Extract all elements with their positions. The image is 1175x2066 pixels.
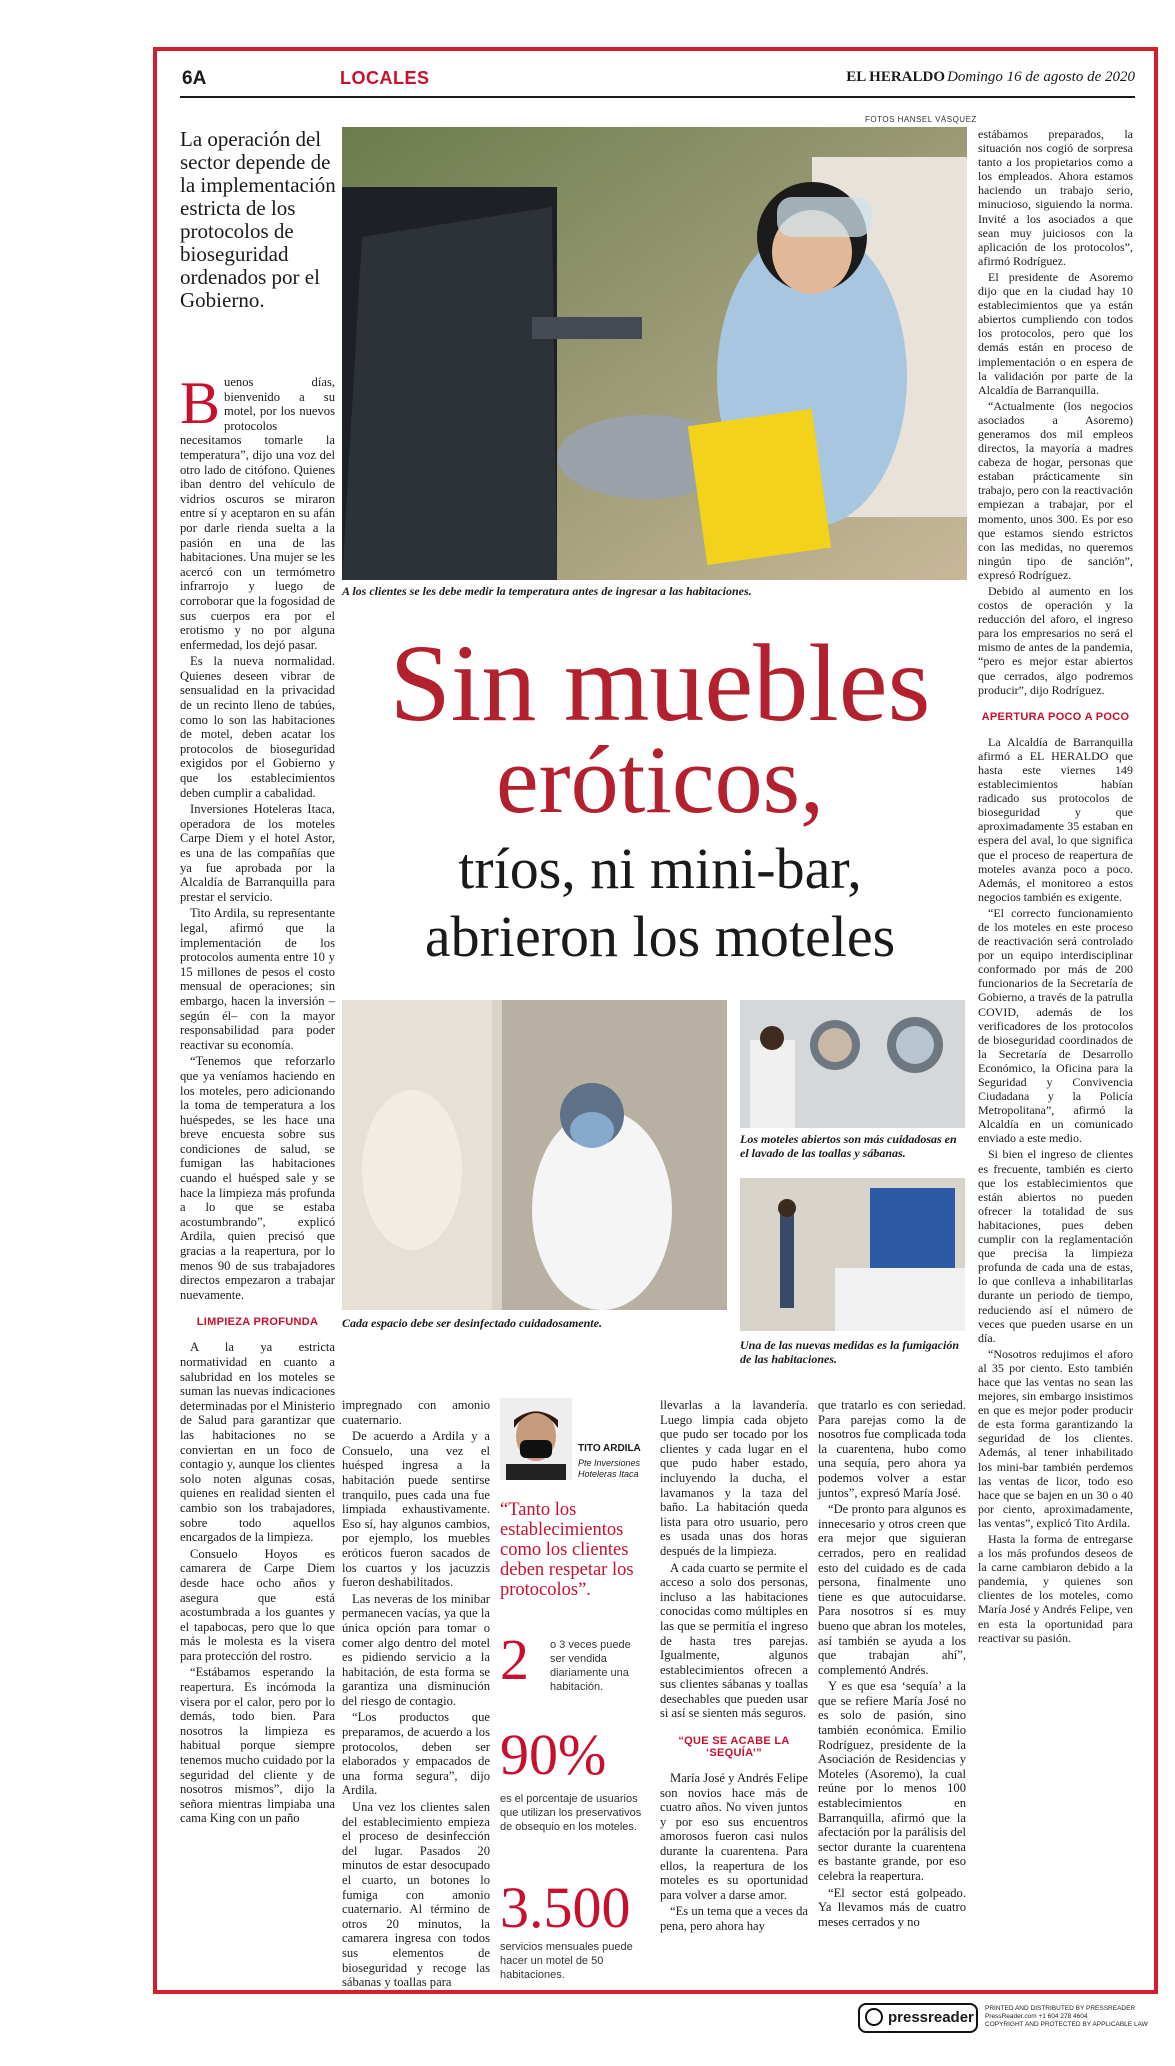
paragraph: “De pronto para algunos es innecesario y otros creen que era mejor que siguieran cerrados, pero en realidad esto del cuidado es de cada persona, finalmente uno tiene es que autocuidarse. Para nosotros sí es muy bueno que abran los moteles, así también se ayuda a los que trabajan ahí”, complementó Andrés. — [818, 1502, 966, 1677]
headline-line-3: tríos, ni mini-bar, — [458, 836, 862, 901]
article-column-4 — [660, 1398, 808, 1936]
paragraph: “Tenemos que reforzarlo que ya veníamos haciendo en los moteles, pero adicionando la toma de temperatura a los huéspedes, se les hace una breve encuesta sobre sus condiciones de salud, se fumigan las habitaciones cuando el huésped sale y se hace la limpieza más profunda a lo que se estaba acostumbrando”, explicó Ardila, quien precisó que gracias a la reapertura, por lo menos 90 de sus trabajadores directos empezaron a trabajar nuevamente. — [180, 1054, 335, 1302]
paragraph: María José y Andrés Felipe son novios hace más de cuatro años. No viven juntos y por eso sus encuentros amorosos fueron casi nulos durante la cuarentena. Para ellos, la reapertura de los moteles es su oportunidad para volver a darse amor. — [660, 1771, 808, 1902]
pull-quote: “Tanto los establecimientos como los clientes deben respetar los protocolos”. — [500, 1500, 634, 1600]
paragraph: impregnado con amonio cuaternario. — [342, 1398, 490, 1427]
paragraph: La Alcaldía de Barranquilla afirmó a EL HERALDO que hasta este viernes 149 establecimientos habían radicado sus protocolos de bioseguridad y que aproximadamente 35 estaban en espera del aval, lo que significa que el proceso de reapertura de moteles avanza poco a poco. Además, el monitoreo a estos negocios también es exigente. — [978, 734, 1133, 904]
paragraph: llevarlas a la lavandería. Luego limpia cada objeto que pudo ser tocado por los clientes y cada lugar en el que pudo haber estado, incluyendo la ducha, el lavamanos y la taza del baño. La habitación queda lista para otro usuario, pero es usada unas dos horas después de la limpieza. — [660, 1398, 808, 1558]
paragraph: que tratarlo es con seriedad. Para parejas como la de nosotros fue complicada toda la cuarentena, hubo como una sequía, pero ahora ya podemos volver a estar juntos”, expresó María José. — [818, 1398, 966, 1500]
caption-bedroom: Una de las nuevas medidas es la fumigación de las habitaciones. — [740, 1338, 960, 1366]
subhead-apertura: APERTURA POCO A POCO — [981, 710, 1130, 723]
paragraph: Tito Ardila, su representante legal, afirmó que la implementación de los protocolos aumenta entre 10 y 15 millones de pesos el costo mensual de operaciones; sin embargo, hacen la inversión –según él– con la mayor responsabilidad para poder reactivar su economía. — [180, 906, 335, 1052]
article-column-1 — [180, 370, 335, 1828]
paragraph: Debido al aumento en los costos de operación y la reducción del aforo, el ingreso para los empresarios no será el mismo de antes de la pandemia, “pero es mejor estar abiertos que cerrados, algo podremos producir”, dijo Rodríguez. — [978, 584, 1133, 697]
section-name: LOCALES — [340, 68, 430, 88]
paragraph: “El correcto funcionamiento de los moteles en este proceso de reactivación será controlado por un equipo interdisciplinar conformado por más de 200 funcionarios de la Secretaría de Gobierno, a través de la patrulla COVID, además de los verificadores de los protocolos de bioseguridad coordinados de la Secretaría de Desarrollo Económico, la Oficina para la Seguridad y Convivencia Ciudadana y la Policía Metropolitana”, afirmó la Alcaldía en un comunicado enviado a este medio. — [978, 905, 1133, 1146]
pressreader-logo — [858, 2003, 978, 2033]
paragraph: A la ya estricta normatividad en cuanto a salubridad en los moteles se suman las nuevas indicaciones determinadas por el Ministerio de Salud para garantizar que las habitaciones no se conviertan en un foco de contagio y, aunque los clientes solo noten algunas cosas, quienes en realidad sienten el cambio son los trabajadores, sobre todo aquellos encargados de la limpieza. — [180, 1340, 335, 1545]
source-name: TITO ARDILA — [578, 1443, 641, 1454]
pressreader-brand: pressreader — [888, 2009, 974, 2026]
photo-bedroom — [740, 1178, 965, 1331]
article-column-6 — [978, 127, 1133, 1647]
newspaper-name: EL HERALDO — [846, 69, 945, 85]
stat-2-text: es el porcentaje de usuarios que utilizan los preservativos de obsequio en los moteles. — [500, 1793, 642, 1833]
caption-laundry: Los moteles abiertos son más cuidadosas en el lavado de las toallas y sábanas. — [740, 1132, 957, 1160]
paragraph: Hasta la forma de entregarse a los más profundos deseos de la carne cambiaron debido a la pandemia, y quienes son clientes de los moteles, como María José y Andrés Felipe, ven en esta la oportunidad para reactivar su pasión. — [978, 1532, 1133, 1645]
stat-3-number: 3.500 — [500, 1875, 631, 1940]
source-role: Pte Inversiones Hoteleras Itaca — [578, 1458, 641, 1479]
paragraph: Una vez los clientes salen del establecimiento empieza el proceso de desinfección del lugar. Pasados 20 minutos de estar desocupado el cuarto, un botones lo fumiga con amonio cuaternario. Al término de otros 20 minutos, la camarera ingresa con todos sus elementos de bioseguridad y recoge las sábanas y toallas para — [342, 1800, 490, 1990]
paragraph: uenos días, bienvenido a su motel, por los nuevos protocolos necesitamos tomarle la temperatura”, dijo una voz del otro lado de citófono. Quienes iban dentro del vehículo de vidrios oscuros se miraron entre sí y aceptaron en su afán por darle rienda suelta a la pasión en una de las habitaciones. Una mujer se les acercó con un termómetro infrarrojo y luego de corroborar que la fogosidad de sus cuerpos era por el erotismo y no por alguna enfermedad, los dejó pasar. — [180, 375, 335, 652]
photo-bathroom-cleaning — [342, 1000, 727, 1310]
article-column-2 — [342, 1398, 490, 1992]
article-column-5 — [818, 1398, 966, 1931]
bedroom-photo-image — [740, 1178, 965, 1331]
subhead-sequia: “QUE SE ACABE LA ‘SEQUÍA’” — [678, 1735, 790, 1760]
drop-cap: B — [180, 370, 221, 436]
paragraph: Si bien el ingreso de clientes es frecuente, también es cierto que los establecimientos que están abiertos no pueden ofrecer la totalidad de sus habitaciones, pues deben cumplir con la reglamentación que precisa la limpieza profunda de cada una de estas, lo que conlleva a inhabilitarlas durante un periodo de tiempo, reduciendo así el número de veces que pueden usarse en un día. — [978, 1147, 1133, 1345]
photo-credit: FOTOS HANSEL VÁSQUEZ — [865, 115, 977, 124]
paragraph: “Es un tema que a veces da pena, pero ahora hay — [660, 1904, 808, 1933]
caption-bathroom: Cada espacio debe ser desinfectado cuidadosamente. — [342, 1316, 602, 1330]
paragraph: De acuerdo a Ardila y a Consuelo, una vez el huésped ingresa a la habitación puede sentirse tranquilo, pues cada una fue limpiada exhaustivamente. Eso sí, hay algunos cambios, por ejemplo, los muebles eróticos fueron sacados de los cuartos y los jacuzzis fueron deshabilitados. — [342, 1429, 490, 1590]
main-photo-temperature-check — [342, 127, 967, 580]
paragraph: Inversiones Hoteleras Itaca, operadora de los moteles Carpe Diem y el hotel Astor, es una de las compañías que ya fue aprobada por la Alcaldía de Barranquilla para prestar el servicio. — [180, 802, 335, 904]
paragraph: A cada cuarto se permite el acceso a solo dos personas, incluso a las habitaciones conocidas como múltiples en las que se permitía el ingreso de hasta tres parejas. Igualmente, algunos establecimientos ofrecen a sus clientes sábanas y toallas desechables que pueden usar si así se sienten más seguros. — [660, 1560, 808, 1721]
page-header — [180, 66, 1135, 98]
portrait-image — [500, 1398, 572, 1480]
photo-laundry — [740, 1000, 965, 1128]
main-photo-image — [342, 127, 967, 580]
caption-main-photo: A los clientes se les debe medir la temperatura antes de ingresar a las habitaciones. — [342, 584, 752, 598]
paragraph: Las neveras de los minibar permanecen vacías, ya que la única opción para tomar o comer algo dentro del motel es pidiendo servicio a la habitación, de esta forma se garantiza una disminución del riesgo de contagio. — [342, 1591, 490, 1708]
paragraph: “El sector está golpeado. Ya llevamos más de cuatro meses cerrados y no — [818, 1885, 966, 1929]
paragraph: Consuelo Hoyos es camarera de Carpe Diem desde hace ocho años y asegura que está acostumbrada a los guantes y el tapabocas, pero que lo que más le molesta es la visera para protección del rostro. — [180, 1546, 335, 1663]
paragraph: “Nosotros redujimos el aforo al 35 por ciento. Esto también hace que las ventas no sean las mejores, sin embargo insistimos en que es mejor poder producir de esta forma garantizando la seguridad de los clientes. Además, al tener inhabilitado los mini-bar también perdemos las ventas de licor, todo eso hace que se bajen en un 30 o 40 por ciento, aproximadamente, las ventas”, explicó Tito Ardila. — [978, 1346, 1133, 1530]
issue-date: Domingo 16 de agosto de 2020 — [947, 69, 1135, 85]
paragraph: estábamos preparados, la situación nos cogió de sorpresa tanto a los propietarios como a los empleados. Ahora estamos haciendo un trabajo serio, minucioso, siguiendo la norma. Invité a los asociados a que sean muy juiciosos con la aplicación de los protocolos”, afirmó Rodríguez. — [978, 127, 1133, 268]
pressreader-notice — [985, 2005, 1148, 2029]
page-number: 6A — [182, 68, 207, 89]
notice-line: COPYRIGHT AND PROTECTED BY APPLICABLE LAW — [985, 2021, 1148, 2028]
stat-1-number: 2 — [500, 1627, 529, 1692]
paragraph: “Los productos que preparamos, de acuerdo a los protocolos, deben ser elaborados y empacados de una forma segura”, dijo Ardila. — [342, 1710, 490, 1798]
stat-2-number: 90% — [500, 1722, 607, 1787]
headline-line-2: eróticos, — [496, 726, 824, 833]
paragraph: Es la nueva normalidad. Quienes deseen vibrar de sensualidad en la privacidad de un recinto lleno de tabúes, como lo son las habitaciones de motel, deben acatar los protocolos de bioseguridad exigidos por el Gobierno y que los establecimientos deben cumplir a cabalidad. — [180, 654, 335, 800]
portrait-tito-ardila — [500, 1398, 572, 1480]
pressreader-icon — [865, 2008, 883, 2026]
headline-line-1: Sin muebles — [389, 622, 931, 744]
headline-line-4: abrieron los moteles — [424, 904, 896, 969]
bathroom-photo-image — [342, 1000, 727, 1310]
paragraph: “Estábamos esperando la reapertura. Es incómoda la visera por el calor, pero por lo demás, todo bien. Para nosotros la limpieza es habitual porque siempre tenemos mucho cuidado por la seguridad del cliente y de nosotros mismos”, dijo la señora mientras limpiaba una cama King con un paño — [180, 1665, 335, 1826]
paragraph: Y es que esa ‘sequía’ a la que se refiere María José no es solo de pasión, sino también económica. Emilio Rodríguez, presidente de la Asociación de Residencias y Moteles (Asoremo), la cual reúne por lo menos 100 establecimientos en Barranquilla, afirmó que la afectación por la parálisis del sector durante la cuarentena es bastante grande, por eso celebra la reapertura. — [818, 1679, 966, 1883]
notice-line: PressReader.com +1 604 278 4604 — [985, 2013, 1088, 2020]
notice-line: PRINTED AND DISTRIBUTED BY PRESSREADER — [985, 2005, 1136, 2012]
article-dek: La operación del sector depende de la implementación estricta de los protocolos de bioseguridad ordenados por el Gobierno. — [180, 127, 336, 312]
subhead-limpieza: LIMPIEZA PROFUNDA — [196, 1316, 319, 1329]
stat-3-text: servicios mensuales puede hacer un motel de 50 habitaciones. — [500, 1941, 633, 1981]
stat-1-text: o 3 veces puede ser vendida diariamente una habitación. — [550, 1639, 631, 1693]
laundry-photo-image — [740, 1000, 965, 1128]
paragraph: El presidente de Asoremo dijo que en la ciudad hay 10 establecimientos que ya están abiertos cumpliendo con todos los protocolos, pero que los demás están en proceso de implementación o en espera de la validación por parte de la Alcaldía de Barranquilla. — [978, 269, 1133, 397]
paragraph: “Actualmente (los negocios asociados a Asoremo) generamos dos mil empleos directos, la mayoría a madres cabeza de hogar, personas que estaban prácticamente sin trabajo, pero con la reactivación empiezan a trabajar, por el momento, unos 300. Es por eso que estamos siendo estrictos con las medidas, no queremos ningún tipo de sanción”, expresó Rodríguez. — [978, 398, 1133, 582]
